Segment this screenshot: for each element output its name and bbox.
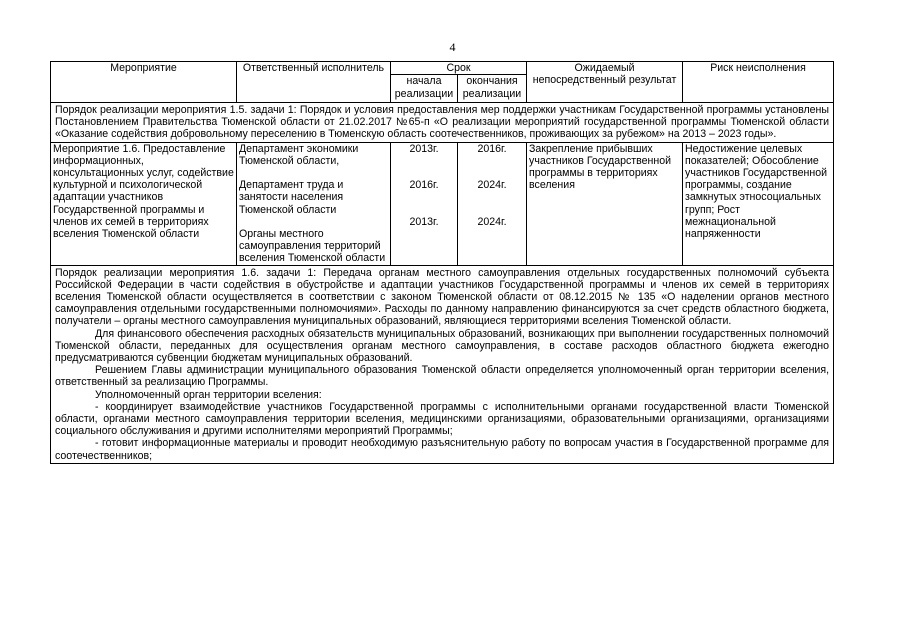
responsible-2: Департамент труда и занятости населения Тюменской области (239, 179, 344, 216)
responsible-1: Департамент экономики Тюменской области, (239, 142, 359, 167)
end-2: 2024г. (477, 179, 507, 192)
table-row (51, 265, 834, 463)
header-result: Ожидаемый непосредственный результат (527, 62, 683, 103)
procedure-1-6-p2: Для финансового обеспечения расходных обязательств муниципальных образований, возникающих при выполнении государственных полномочий Тюменской области, переданных для осуществления органам местного самоуправления, в составе расходов областного бюджета ежегодно предусматриваются субвенции бюджетам муниципальных образований. (55, 327, 830, 365)
responsible-3: Органы местного самоуправления территорий вселения Тюменской области (239, 228, 386, 265)
header-term: Срок (391, 62, 527, 75)
event-1-6-end (458, 142, 527, 265)
procedure-1-6-p3: Решением Главы администрации муниципального образования Тюменской области определяется уполномоченный орган территории вселения, ответственный за реализацию Программы. (55, 364, 830, 389)
procedure-1-6-p5: - координирует взаимодействие участников Государственной программы с исполнительными органами государственной власти Тюменской области, органами местного самоуправления территории вселения, медицинскими организациями, образовательными организациями, организациями социального обслуживания и другими исполнителями мероприятий Программы; (55, 400, 830, 438)
event-1-6-result: Закрепление прибывших участников Государственной программы в территориях вселения (527, 142, 683, 265)
procedure-1-6-p4: Уполномоченный орган территории вселения: (95, 388, 322, 401)
start-1: 2013г. (409, 142, 439, 155)
start-3: 2013г. (409, 215, 439, 228)
page-number: 4 (449, 40, 456, 54)
program-table (50, 61, 834, 464)
table-header-row (51, 62, 834, 75)
table-row (51, 142, 834, 265)
event-1-6-start (391, 142, 458, 265)
start-2: 2016г. (409, 179, 439, 192)
header-risk: Риск неисполнения (683, 62, 834, 103)
header-start: начала реализации (391, 75, 458, 103)
procedure-1-5: Порядок реализации мероприятия 1.5. задачи 1: Порядок и условия предоставления мер поддержки участникам Государственной программы установлены Постановлением Правительства Тюменской области от 21.02.2017 №65-п «О реализации мероприятий государственной программы Тюменской области «Оказание содействия добровольному переселению в Тюменскую область соотечественников, проживающих за рубежом» на 2013 – 2023 годы». (51, 103, 834, 143)
header-event: Мероприятие (51, 62, 237, 103)
end-3: 2024г. (477, 215, 507, 228)
procedure-1-6-p6: - готовит информационные материалы и проводит необходимую разъяснительную работу по вопросам участия в Государственной программе для соотечественников; (55, 437, 830, 462)
header-responsible: Ответственный исполнитель (237, 62, 391, 103)
procedure-1-6-p1: Порядок реализации мероприятия 1.6. задачи 1: Передача органам местного самоуправления отдельных государственных полномочий субъекта Российской Федерации в части содействия в обустройстве и адаптации участников Государственной программы и членов их семей в территориях вселения Тюменской области осуществляется в соответствии с законом Тюменской области от 08.12.2015 № 135 «О наделении органов местного самоуправления отдельными государственными полномочиями». Расходы по данному направлению финансируются за счет средств областного бюджета, получатели – органы местного самоуправления муниципальных образований, являющиеся территориями вселения Тюменской области. (55, 266, 830, 328)
event-1-6-responsible (237, 142, 391, 265)
header-end: окончания реализации (458, 75, 527, 103)
end-1: 2016г. (477, 142, 507, 155)
event-1-6-name: Мероприятие 1.6. Предоставление информационных, консультационных услуг, содействие культурной и психологической адаптации участников Государственной программы и членов их семей в территориях вселения Тюменской области (51, 142, 237, 265)
table-row (51, 103, 834, 143)
event-1-6-risk: Недостижение целевых показателей; Обособление участников Государственной программы, создание замкнутых этносоциальных групп; Рост межнациональной напряженности (683, 142, 834, 265)
procedure-1-6 (51, 265, 834, 463)
